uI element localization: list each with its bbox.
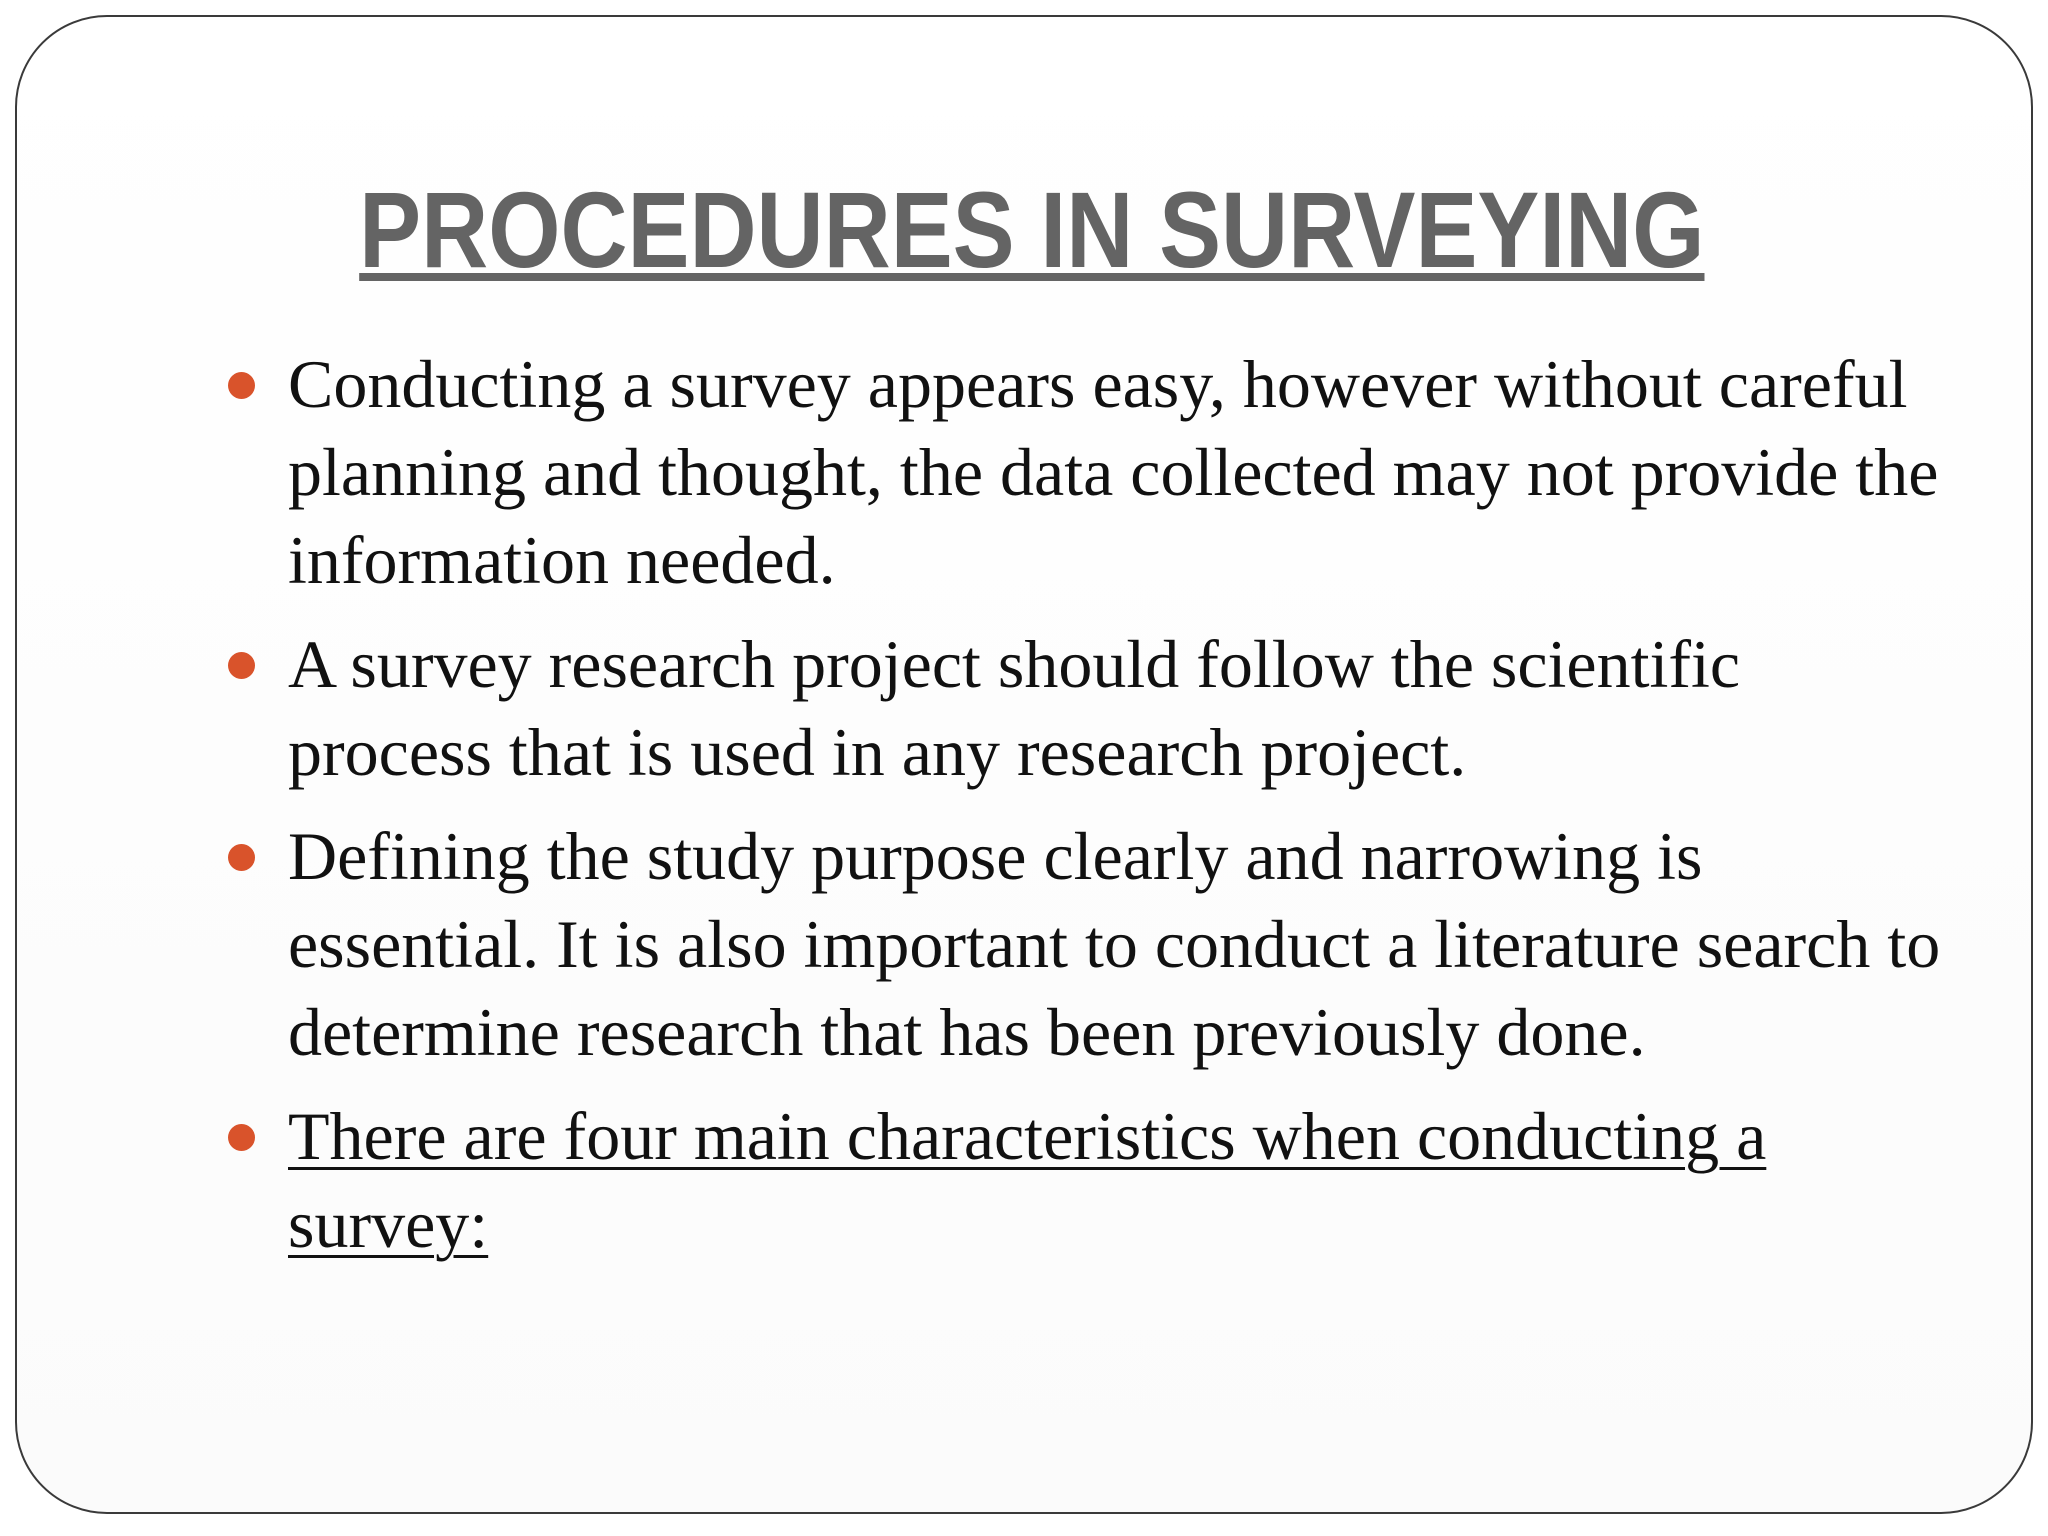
bullet-text: Defining the study purpose clearly and narrowing is essential. It is also important to conduct a literature search to determine research that has been previously done. bbox=[288, 818, 1941, 1070]
slide-title-text: PROCEDURES IN SURVEYING bbox=[359, 169, 1705, 290]
bullet-text: A survey research project should follow the scientific process that is used in any research project. bbox=[288, 626, 1741, 790]
bullet-list bbox=[228, 340, 1948, 1284]
bullet-item bbox=[228, 340, 1948, 604]
bullet-item bbox=[228, 620, 1948, 796]
bullet-dot-icon bbox=[228, 652, 255, 679]
bullet-dot-icon bbox=[228, 1124, 255, 1151]
bullet-dot-icon bbox=[228, 372, 255, 399]
slide-title bbox=[151, 165, 1912, 295]
bullet-item bbox=[228, 812, 1948, 1076]
bullet-dot-icon bbox=[228, 844, 255, 871]
bullet-text: Conducting a survey appears easy, however without careful planning and thought, the data collected may not provide the information needed. bbox=[288, 346, 1939, 598]
bullet-text: There are four main characteristics when conducting a survey: bbox=[288, 1098, 1767, 1262]
bullet-item bbox=[228, 1092, 1948, 1268]
